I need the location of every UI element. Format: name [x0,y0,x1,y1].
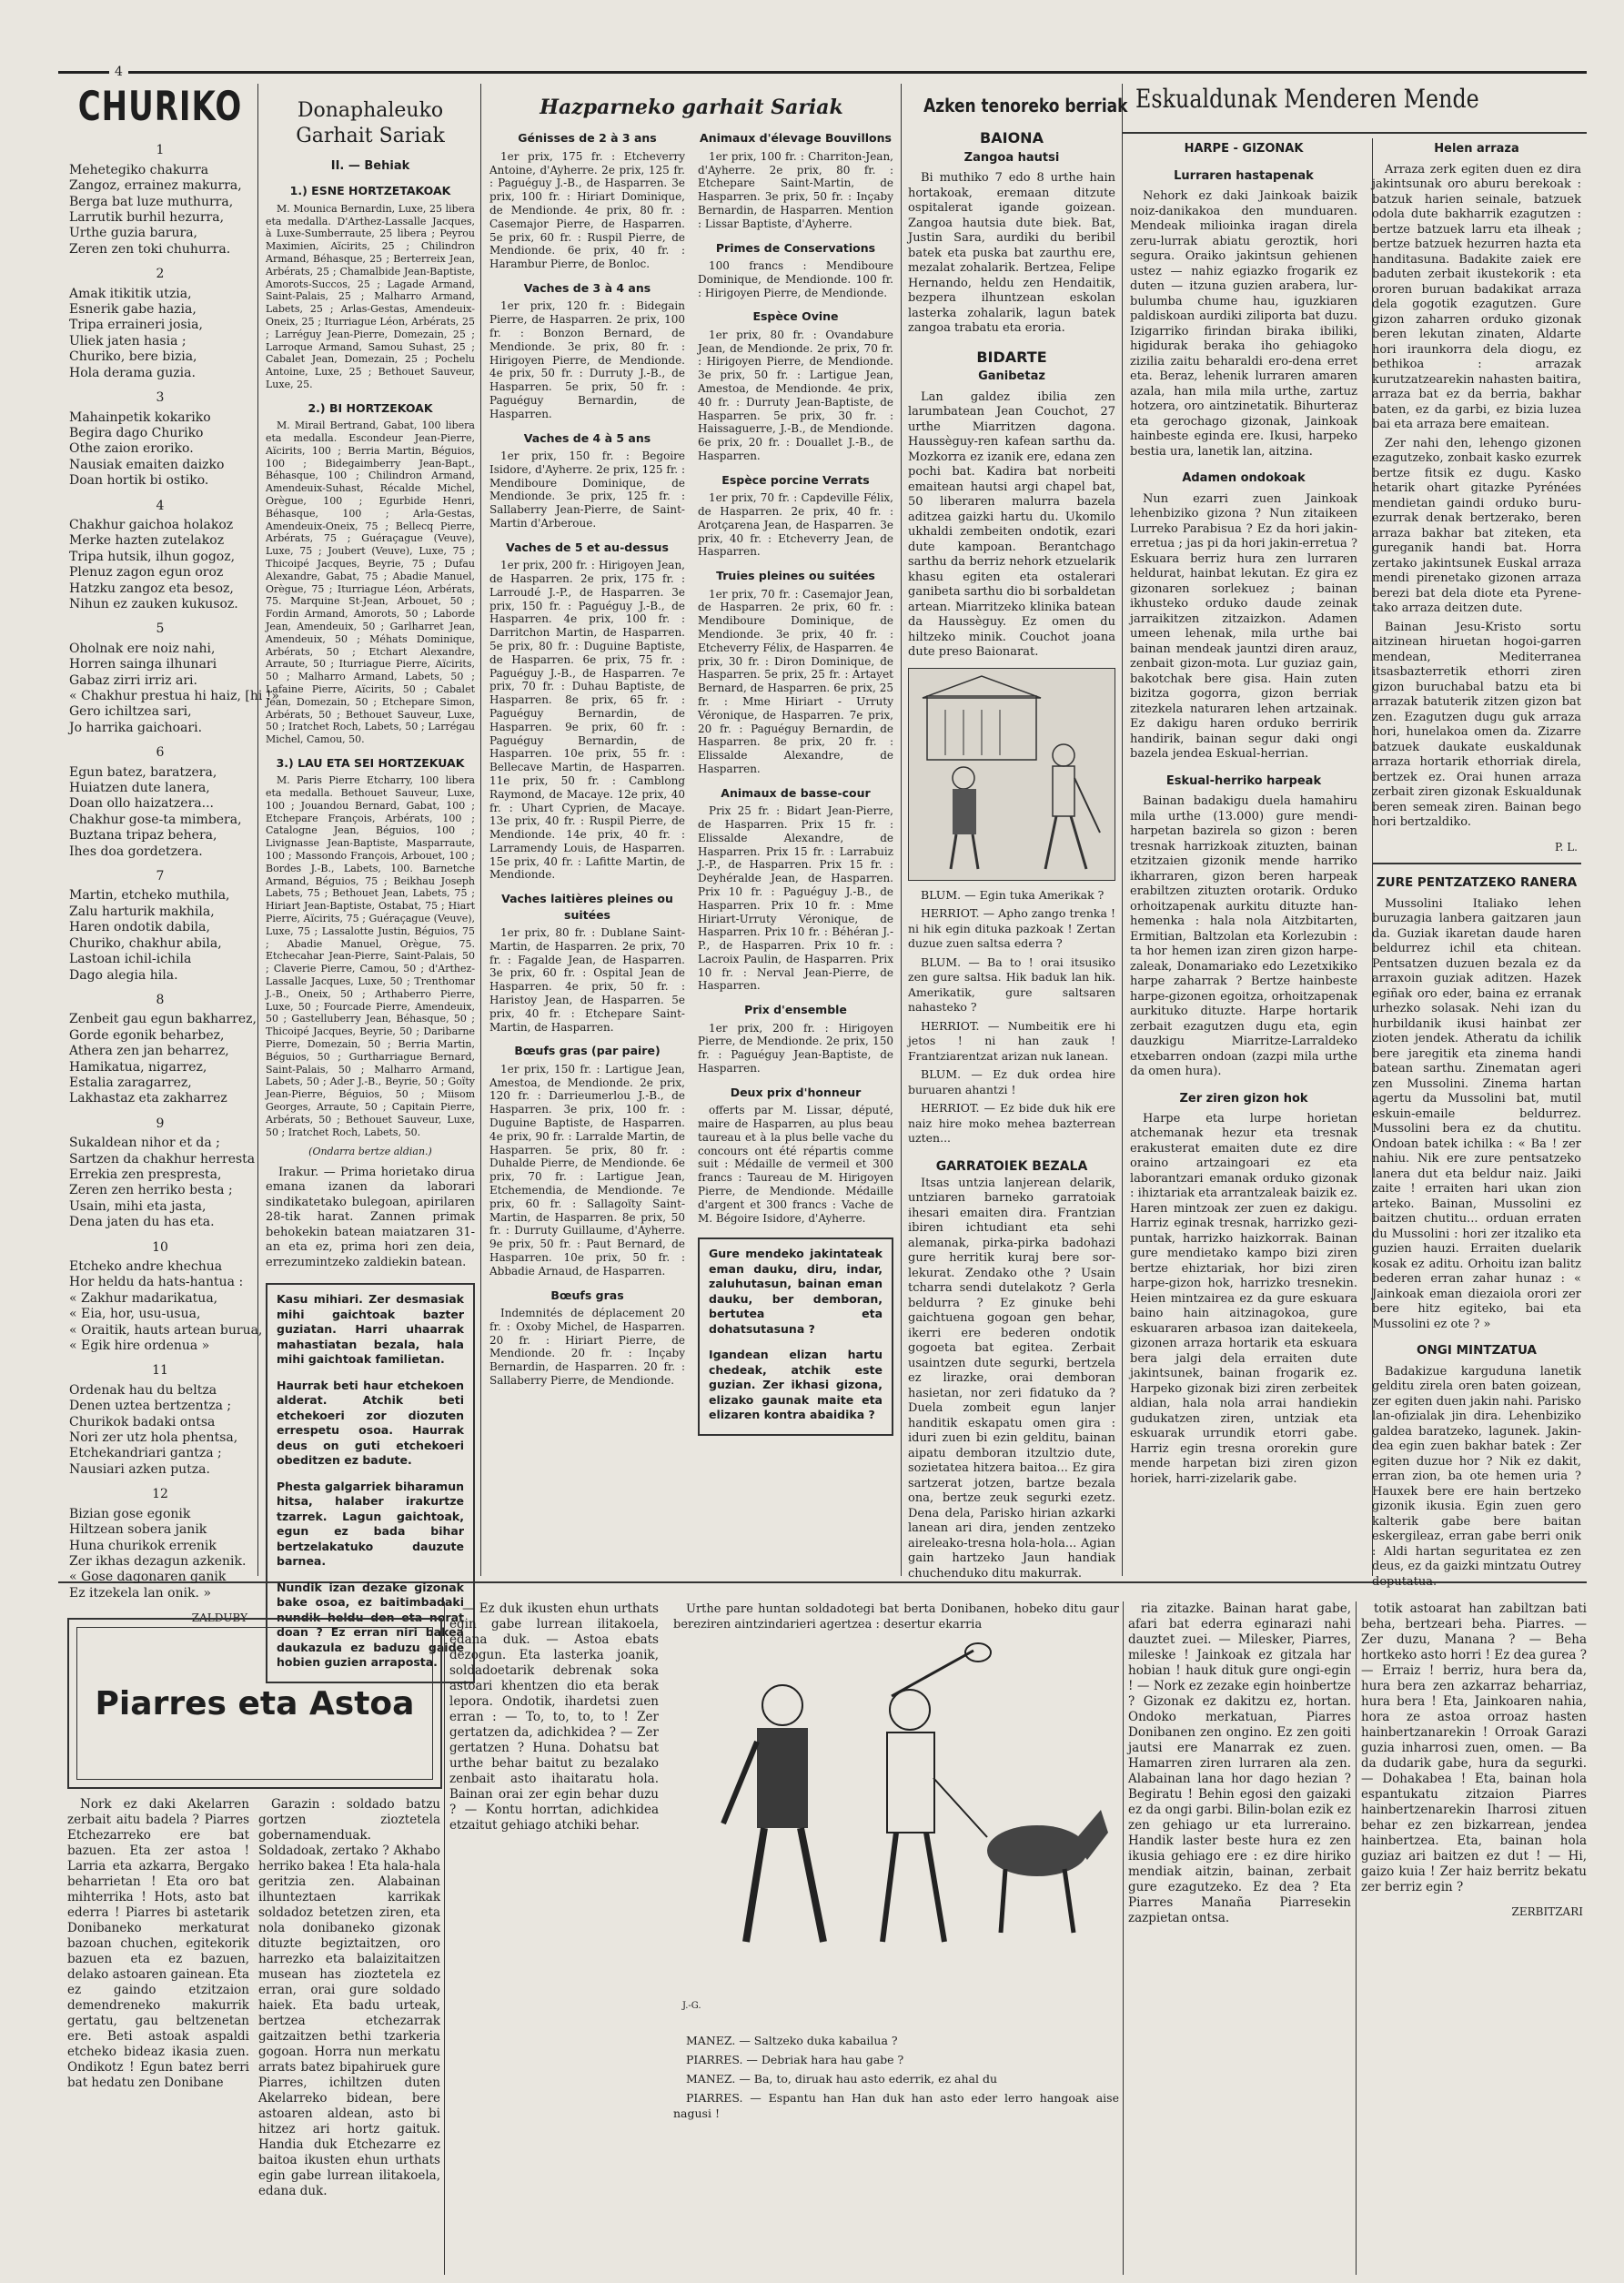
hazparneko-col1 [489,121,685,1443]
stanza-line: Othe zaion eroriko. [69,441,194,457]
stanza-line: Berga bat luze muthurra, [69,194,234,209]
dialog-speaker: HERRIOT. [921,906,980,921]
helen-text: Arraza zerk egiten duen ez dira jakintsunak oro aburu berekoak : batzuk harien seinale, batzuek odola dute bakharrik ezagutzen : bertze batzuek larru eta ilheak ; bertze batzuek hezurren hazta eta handitasuna. Badakite zaiek ere baduten zerbait ikustekorik : eta ororen buruan badakikat arraza dela gogotik ezagutzen. Gure gizon zaharren orduko gizonak beren lekutan zinaten, Aldarte hori iraunkorra dela diogu, ez bethikoa : arrazak kurutzatzearekin nahasten baitira, arraza bat ez da berria, bakhar baten, ez da garbi, ez bizia luzea bai eta arraza bere emaitean. [1372,162,1581,432]
stanza-number: 7 [156,869,165,884]
stanza-line: Oholnak ere noiz nahi, [69,641,216,656]
stanza-line: Mehetegiko chakurra [69,162,209,177]
piarres-text: Nork ez daki Akelarren zerbait aitu badela ? Piarres Etchezarreko ere bat bazuen. Eta zer astoa ! Larria eta azkarra, Bergako beharrietan ! Eta oro bat mihterrika ! Hots, asto bat ederra ! Piarres bi astetarik Donibaneko merkaturat bazoan chuchen, egitekorik bazuen eta ez bazuen, delako astoaren gainean. Eta ez gaindo etzitzaion demendreneko makurrik gertatu, gau beltzenetan ere. Beti astoak aspaldi etcheko bideaz ikasia zuen. Ondikotz ! Egun batez berri bat hedatu zen Donibane [67,1797,249,2090]
donaphaleuko-sub1: 1.) ESNE HORTZETAKOAK [289,184,451,198]
prize-section-text: Prix 25 fr. : Bidart Jean-Pierre, de Hasparren. Prix 15 fr. : Elissalde Alexandre, de Hasparren. Prix 15 fr. : Larrabuiz J.-P., de Hasparren. Prix 15 fr. : Deyhéralde Jean, de Hasparren. Prix 10 fr. : Paguéguy J.-B., de Hasparren. Prix 10 fr. : Mme Hiriart-Urruty Véronique, de Hasparren. Prix 10 fr. : Béhéran J.-P., de Hasparren. Prix 10 fr. : Lacroix Paulin, de Hasparren. Prix 10 fr. : Nerval Jean-Pierre, de Hasparren. [698,804,893,993]
stanza-line: Merke hazten zutelakoz [69,533,225,549]
stanza-line: « Gose dagonaren ganik [69,1570,227,1585]
piarres-dialog [673,2033,1119,2121]
stanza-line: Ihes doa gordetzera. [69,843,203,859]
prize-section-text: 1er prix, 150 fr. : Lartigue Jean, Amestoa, de Mendionde. 2e prix, 120 fr. : Darrieumerlou J.-B., de Hasparren. 3e prix, 100 fr. : Duguine Baptiste, de Hasparren. 4e prix, 90 fr. : Larralde Martin, de Hasparren. 5e prix, 80 fr. : Duhalde Pierre, de Mendionde. 6e prix, 70 fr. : Lartigue Jean, Etchemendia, de Mendionde. 7e prix, 60 fr. : Sallagoïty Saint-Martin, de Hasparren. 8e prix, 50 fr. : Durruty Guillaume, d'Ayherre. 9e prix, 50 fr. : Paut Bernard, de Hasparren. 10e prix, 50 fr. : Abbadie Arnaud, de Hasparren. [489,1062,685,1278]
stanza-line: Dago alegia hila. [69,967,178,983]
piarres-col2 [258,1797,440,2270]
stanza-line: « Egik hire ordenua » [69,1338,210,1354]
adamen-head: Adamen ondokoak [1182,471,1306,486]
stanza-line: Plenuz zagon egun oroz [69,565,224,581]
dialog-line [908,888,1115,904]
piarres-signature: ZERBITZARI [1511,1905,1583,1918]
churiko-signature: ZALDUBY [191,1611,247,1625]
eskual-text: Bainan badakigu duela hamahiru mila urthe (13.000) gure mendi-harpetan bazirela so gizon : beren tresnak harrizkoak zituzten, bainan etzitzaien gizonik mende harriko ikharraren, gizon beren harpeak erabiltzen zituzten orotarik. Orduko orhoitzapenak aurkitu dituzte han-hemenka : hala nola Aitzbitarten, Ermitian, Baltzolan eta Korlezubin : ta hor hemen izan ziren gizon harpe-zaleak, Donamariako edo Lezetxikiko harpe zaharrak ? Bertze hainbeste harpe-gizonen egoitza, orhoitzapenak aurkituko dituzte. Harpe hortarik zerbait ezagutzen dugu eta, egin dauzkigu Miarritze-Larraldeko etxebarren ondoan (zazpi mila urthe da omen hura). [1130,794,1357,1079]
stanza-line: Zeren zen toki chuhurra. [69,241,231,257]
piarres-col1 [67,1797,249,2270]
stanza-line: Etcheko andre khechua [69,1259,223,1274]
donaphaleuko-article [266,80,475,1670]
stanza-line: Zangoz, errainez makurra, [69,178,242,194]
prize-section-head: Espèce porcine Verrats [721,472,870,487]
stanza-line: Doan ollo haizatzera... [69,796,214,812]
stanza-line: Nori zer utz hola phentsa, [69,1430,238,1446]
donaphaleuko-sub2: 2.) BI HORTZEKOAK [308,400,433,415]
zure-head: ZURE PENTZATZEKO RANERA [1376,875,1578,891]
stanza-line: Gorde egonik beharbez, [69,1027,225,1043]
column-rule [1123,1601,1124,2275]
prize-section-head: Bœufs gras [550,1288,624,1302]
churiko-article [69,80,279,1625]
stanza [69,1259,263,1354]
box-paragraph: Igandean elizan hartu chedeak, atchik este guzian. Zer ikhasi gizona, elizako gaunak maite eta elizaren kontra abaidika ? [709,1348,883,1422]
stanza [69,641,279,736]
box-paragraph: Kasu mihiari. Zer desmasiak mihi gaichtoak bazter guziatan. Harri uhaarrak mahastiatan bezala, hala mihi gaichtoak familietan. [277,1292,464,1367]
dialog-text: — Egin tuka Amerikak ? [964,887,1105,902]
dialog-line [908,1101,1115,1147]
stanza-line: Etchekandriari gantza ; [69,1446,222,1461]
stanza [69,1507,251,1601]
ongi-head: ONGI MINTZATUA [1417,1343,1537,1359]
stanza [69,765,251,860]
adamen-text: Nun ezarri zuen Jainkoak lehenbiziko gizona ? Nun zitaikeen Lurreko Parabisua ? Ez da hori jakin-erretua ; jas pi da hori jakin-erretua ? Eskuara berriz hura zen lurraren heldurat, hainbat lekutan. Ez gira ez gizonaren sorlekuez ; bainan ikhusteko orduko daude zeinak jarraikitzen zitzaizkon. Adamen umeen lehenak, mila urthe bai bainan mendeak jauntzi diren arauz, zenbait gizon-mota. Lur guziaz gain, bakotchak bere gisa. Hain zuten bizitza gogorra, gizon berriak zitezkela naturaren lehen artzainak. Ez dakigu haren orduko berririk handirik, bainan segur daki ongi bazela jendea Eskual-herrian. [1130,491,1357,762]
stanza-line: Chakhur gaichoa holakoz [69,517,234,532]
stanza-number: 11 [152,1363,168,1379]
prize-section-head: Vaches laitières pleines ou suitées [501,892,673,922]
donaphaleuko-text2: M. Mirail Bertrand, Gabat, 100 libera eta medalla. Escondeur Jean-Pierre, Aïcirits, 100 ; Berria Martin, Béguios, 100 ; Bidegaimberry Jean-Bapt., Béhasque, 100 ; Chilindron Armand, Amendeuix-Suhast, Récalde Michel, Orègue, 100 ; Egurbide Henri, Béhasque, 100 ; Arla-Gestas, Amendeuix-Oneix, 75 ; Bellecq Pierre, Arbérats, 75 ; Guéraçague (Veuve), Luxe, 75 ; Joubert (Veuve), Luxe, 75 ; Thicoipé Jacques, Beyrie, 75 ; Dufau Alexandre, Gabat, 75 ; Abadie Manuel, Orègue, 75 ; Iturriague Léon, Arbérats, 75. Marquine St-Jean, Arbouet, 50 ; Fordin Armand, Amorots, 50 ; Laborde Jean, Amendeuix, 50 ; Garlharret Jean, Amendeuix, 50 ; Méhats Dominique, Arbérats, 50 ; Etchart Alexandre, Arraute, 50 ; Iturriague Pierre, Aïcirits, 50 ; Malharro Armand, Labets, 50 ; Lafaine Pierre, Aïcirits, 50 ; Cabalet Jean, Domezain, 50 ; Etchepare Simon, Arbérats, 50 ; Bethouet Sauveur, Luxe, 50 ; Iratchet Roch, Labets, 50 ; Larrégau Michel, Camou, 50. [266,419,475,746]
prize-section-head: Prix d'ensemble [744,1003,847,1017]
dialog-line [673,2071,1119,2086]
prize-section-head: Deux prix d'honneur [730,1085,862,1099]
stanza-line: Hor heldu da hats-hantua : [69,1275,244,1290]
stanza-line: Begira dago Churiko [69,425,204,440]
prize-section-head: Vaches de 4 à 5 ans [523,430,651,445]
stanza [69,287,251,381]
stanza-line: Tripa hutsik, ilhun gogoz, [69,549,236,564]
stanza-line: Jo harrika gaichoari. [69,720,203,735]
zer-head: Zer ziren gizon hok [1179,1091,1308,1106]
stanza [69,163,251,258]
garratoi-text: Itsas untzia lanjerean delarik, untziaren barneko garratoiak ihesari emaiten dira. Frantzian ibiren ichtudiant eta sehi alemanak, pirka-pirka badohazi gure herritik kuraj bere sor-lekurat. Zendako othe ? Usain tcharra sendi dutelakotz ? Gerla beldurra ? Ez ginuke behi gaichtuena gogoan gen behar, ikerri ere bederen ondotik gogoeta bat egitea. Zerbait usaintzen dute segurki, bertzela ez lirazke, orai demboran hasietan, nor zeri fidatuko da ? Duela zombeit egun lanjer handitik eskapatu omen gira : iduri zuen bi ezin gelditu, bainan aipatu demboran itzultzio dute, sozietatea hitzera baitoa... Ez gira sartzerat jotzen, bartze bezala ona, bertze zeuk segurki ezetz. Dena dela, Parisko hirian azkarki lanean ari dira, jenden zentzeko aireleako-tresna hola-hola... Agian gain hartzeko Jaun handiak chuchenduko ditu makurrak. [908,1176,1115,1581]
prize-section-head: Animaux d'élevage Bouvillons [700,131,892,146]
donaphaleuko-text1: M. Mounica Bernardin, Luxe, 25 libera eta medalla. D'Arthez-Lassalle Jacques, à Luxe-Sumberraute, 25 libera ; Peyrou Maximien, Aïcirits, 25 ; Chilindron Armand, Béhasque, 25 ; Berterreix Jean, Arbérats, 25 ; Chamalbide Jean-Baptiste, Amorots-Succos, 25 ; Lagade Armand, Saint-Palais, 25 ; Malharro Armand, Labets, 25 ; Arlas-Gestas, Amendeuix-Oneix, 25 ; Iturriague Léon, Arbérats, 25 ; Larréguy Jean-Pierre, Domezain, 25 ; Larroque Armand, Samou Suhast, 25 ; Cabalet Jean, Domezain, 25 ; Pochelu Antoine, Luxe, 25 ; Bethouet Sauveur, Luxe, 25. [266,202,475,390]
dialog-text: — Saltzeko duka kabailua ? [739,2034,898,2047]
churiko-stanzas [69,143,279,1601]
stanza-line: Hiltzean sobera janik [69,1522,207,1538]
azken-article [908,80,1128,1581]
prize-section-text: Indemnités de déplacement 20 fr. : Oxoby Michel, de Hasparren. 20 fr. : Hiriart Pierre, de Mendionde. 20 fr. : Inçaby Bernardin, de Hasparren. 20 fr. : Sallaberry Pierre, de Mendionde. [489,1307,685,1388]
stanza-number: 10 [152,1239,168,1255]
stanza-line: Mahainpetik kokariko [69,409,211,425]
dialog-speaker: PIARRES. [686,2091,743,2105]
eskual-head: Eskual-herriko harpeak [1165,773,1322,788]
stanza-line: Gero ichiltzea sari, [69,704,192,720]
column-rule [480,84,481,1576]
donaphaleuko-section: II. — Behiak [330,159,410,173]
dialog-speaker: MANEZ. [686,2072,736,2086]
hazparneko-title: Hazparneko garhait Sariak [540,96,843,119]
dialog-speaker: BLUM. [921,1067,962,1082]
dialog-speaker: BLUM. [921,955,962,969]
helen-text2: Zer nahi den, lehengo gizonen ezagutzeko, zonbait kasko ezurrek bertze fitsik ez dugu. Kasko hetarik ohart gitazke Pyrénées mendietan gaindi orduko buru-ezurrak denak bertzerako, beren arraza bakhar bat ziteken, eta gureganik handi bat. Horra zertako jakintsunek Euskal arraza mendi pirenetako gizonen arraza berezi bat dela diote eta Pyrene-tako arraza deitzen dute. [1372,436,1581,616]
piarres-text: Urthe pare huntan soldadotegi bat berta Donibanen, hobeko ditu gaur bereziren aintzindarieri agertzea : desertur ekarria [673,1602,1119,1631]
stanza-number: 3 [156,390,165,406]
prize-section-head: Animaux de basse-cour [721,785,871,800]
stanza-line: Nihun ez zauken kukusoz. [69,596,238,611]
cartoon-illustration [908,668,1115,881]
donaphaleuko-sub3: 3.) LAU ETA SEI HORTZEKUAK [276,755,465,770]
stanza [69,888,251,983]
bidarte-text: Lan galdez ibilia zen larumbatean Jean Couchot, 27 urthe Miarritzen dagona. Haussèguy-ren kafean sarthu da. Mozkorra ez izanik ere, edana zen pochi bat. Kadira bat norbeiti emaitean hautsi argi chapel bat, 50 liberaren malurra bazela aditzea gaizki hartu du. Ukomilo ukhaldi zembeiten ondotik, ezari dute kampoan. Berantchago sarthu da berriz nehork etzuelarik khasu egiten eta ostalerari ganibeta sarthu dio bi sorbaldetan artean. Miarritzeko klinika batean da Haussèguy. Ez omen du hiltzeko minik. Couchot joana dute preso Baionarat. [908,389,1115,660]
garratoi-head: GARRATOIEK BEZALA [935,1158,1088,1174]
stanza-line: Lakhastaz eta zakharrez [69,1091,227,1106]
donaphaleuko-text3: M. Paris Pierre Etcharry, 100 libera eta medalla. Bethouet Sauveur, Luxe, 100 ; Jouandou Bernard, Gabat, 100 ; Etchepare François, Arbérats, 100 ; Catalogne Jean, Béguios, 100 ; Livignasse Jean-Baptiste, Masparraute, 100 ; Massondo François, Arbouet, 100 ; Bordes J.-B., Labets, 100. Barnetche Armand, Béguios, 75 ; Beikhau Joseph Labets, 75 ; Bethouet Jean, Labets, 75 ; Hiriart Jean-Baptiste, Ostabat, 75 ; Hiart Pierre, Aïcirits, 75 ; Guéraçague (Veuve), Luxe, 75 ; Lassalotte Justin, Béguios, 75 ; Abadie Manuel, Orègue, 75. Etchecahar Jean-Pierre, Saint-Palais, 50 ; Claverie Pierre, Camou, 50 ; d'Arthez-Lassalle Jacques, Luxe, 50 ; Trenthomar J.-B., Oneix, 50 ; Arthaberro Pierre, Luxe, 50 ; Fourcade Pierre, Amendeuix, 50 ; Gastelluberry Jean, Béhasque, 50 ; Thicoipé Jacques, Beyrie, 50 ; Daribarne Pierre, Domezain, 50 ; Berria Martin, Béguios, 50 ; Gurtharriague Bernard, Saint-Palais, 50 ; Malharro Armand, Labets, 50 ; Ader J.-B., Beyrie, 50 ; Goïty Jean-Pierre, Béguios, 50 ; Miisom Georges, Arraute, 50 ; Capitain Pierre, Arbérats, 50 ; Bethouet Sauveur, Luxe, 50 ; Iratchet Roch, Labets, 50. [266,774,475,1138]
stanza-line: Ordenak hau du beltza [69,1382,217,1398]
zure-text: Mussolini Italiako lehen buruzagia lanbera gaitzaren jaun da. Guziak ikaretan daude haren beldurrez ichil eta chitean. Pentsatzen duzuen bezala ez da arraxoin guziak aditzen. Hazek egiñak oro eder, baina ez erranak urhezko solasak. Nehi izan du hurbildanik ikusi hainbat zer zioten jendek. Atheratu da ichilik bere jaregitik eta zinema handi batean sarthu. Zinematan ageri zen Mussolini. Zinema hartan agertu da Mussolini bat, mutil eskuin-emaile beldurrez. Mussolini bera ez da chutitu. Ondoan batek ichilka : « Ba ! zer nahiu. Nik ere zure pentsatzeko lanera dut eta beldur naiz. Jaiki zaite ! erraiten hari ukan zion arteko. Bainan, Mussolini ez baitzen chutitu... orduan erraten du Mussolini : hori zer itzaliko eta guzien hauzi. Erraiten duelarik kosak ez aditu. Orhoitu izan balitz bederen erran zahar hunaz : « Jainkoak eman diezaiola orori zer bere hitz egiteko, bai eta Mussolini ez ote ? » [1372,896,1581,1331]
azken-title: Azken tenoreko berriak [923,95,1128,116]
dialog-speaker: PIARRES. [686,2053,743,2066]
prize-section-text: 100 francs : Mendiboure Dominique, de Mendionde. 100 fr. : Hirigoyen Pierre, de Mendionde. [698,259,893,299]
column-rule [444,1601,445,2275]
lurraren-text: Nehork ez daki Jainkoak baizik noiz-danikakoa den munduaren. Mendeak milioinka iragan direla zeru-lurrak abiatu geroztik, hori segura. Oraiko jakintsun gehienen ustez — nahiz egiazko frogarik ez duten — itzuna guzien arabera, lur-bulumba chume hau, iguzkiaren paldiskoan aurdiki ziliporta bat duzu. Izigarriko firindan biraka ibiliki, higidurak beraka iho gehiagoko zizilia zaitu beharaldi ero-dena erret eta. Beraz, lehenik lurraren amaren azala, han mila mila urthe, zartuz hotzera, oro aintzinetatik. Bihurteraz eta gerochago gizonak, Jainkoak hainbeste eginda ere. Ikusi, harpeko bestia ura, lanetik lan, aitzina. [1130,189,1357,459]
stanza-number: 9 [156,1116,165,1131]
stanza [69,1136,256,1230]
eskualdunak-article [1130,80,1585,1589]
dialog-line [908,906,1115,952]
dialog-speaker: BLUM. [921,887,962,902]
stanza [69,1012,257,1106]
stanza-line: Bizian gose egonik [69,1506,191,1521]
dialog-line [908,1067,1115,1097]
column-rule [1356,1601,1357,2275]
stanza-line: Larrutik burhil hezurra, [69,210,225,226]
piarres-cartoon-area [673,1601,1119,2275]
dialog-text: — Ba, to, diruak hau asto ederrik, ez ahal du [739,2072,998,2086]
stanza-line: Horren sainga ilhunari [69,657,217,672]
cartoon-drawing [909,669,1113,878]
donaphaleuko-irakur: Irakur. — Prima horietako dirua emana izanen da laborari sindikatetako bulegoan, apirilaren 28-tik harat. Zannen primak behokekin batean maiatzaren 31-an eta ez, prima hori zen deia, errezumintzeko zaldiekin batean. [266,1165,475,1269]
stanza-line: Zeren zen herriko besta ; [69,1183,233,1198]
donaphaleuko-title-line1: Donaphaleuko [297,99,444,122]
helen-signature: P. L. [1554,840,1578,854]
stanza-line: Zenbeit gau egun bakharrez, [69,1012,257,1027]
stanza-line: Errekia zen prespresta, [69,1167,222,1182]
prize-section-text: 1er prix, 70 fr. : Capdeville Félix, de Hasparren. 2e prix, 40 fr. : Arotçarena Jean, de Hasparren. 3e prix, 40 fr. : Etcheverry Jean, de Hasparren. [698,491,893,559]
dialog-text: — Debriak hara hau gabe ? [746,2053,904,2066]
baiona-text: Bi muthiko 7 edo 8 urthe hain hortakoak, eremaan ditzute ospitalerat igande goizean. Zangoa hautsia dute biek. Bat, Justin Sara, aurdiki du beribil batek eta puska bat zaurthu ere, mezalat zohalarik. Bertzea, Felipe Hernando, heldu zen Hendaitik, bezpera ilhuntzean eskolan lasterka zohalarik, lagun batek zangoa trabatu eta eroria. [908,171,1115,336]
stanza-number: 5 [156,621,165,637]
piarres-col3 [449,1601,659,2275]
prize-section-head: Vaches de 5 et au-dessus [506,540,669,554]
stanza-line: Ez itzekela lan onik. » [69,1585,212,1601]
stanza-line: Chakhur gose-ta mimbera, [69,812,242,827]
stanza-line: Esnerik gabe hazia, [69,302,197,318]
piarres-cartoon [673,1642,1119,2024]
hazparneko-article [489,80,893,1572]
dialog-text: — Ba to ! orai itsusiko zen gure saltsa. Hik baduk lan hik. Amerikatik, gure saltsaren nahasteko ? [908,955,1115,1015]
dialog-line [673,2052,1119,2067]
eskualdunak-title: Eskualdunak Menderen Mende [1135,84,1479,114]
hazparneko-col2 [698,121,893,1443]
stanza-line: Churiko, chakhur abila, [69,935,222,951]
stanza-number: 4 [156,498,165,513]
stanza-line: « Chakhur prestua hi haiz, [hi !» [69,689,279,703]
ongi-text: Badakizue karguduna lanetik gelditu zirela oren baten goizean, zer egiten duen jakin nahi. Parisko lan-ofizialak jin dira. Lehenbiziko galdea baratzeko, lagunek. Jakin-dea egin zuen bakhar batek : Zer egiten duzue hor ? Nik ez dakit, erran zion, ba ote hemen uria ? Hauxek bere ere hain bertzeko gizonik ikusia. Egin zuen gero kalterik gabe bere baitan eskergileaz, erran gabe berri onik : Aldi hartan seguritatea ez zen deus, ez da gaizki mintzatu Outrey deputatua. [1372,1364,1581,1589]
stanza-line: Churikok badaki ontsa [69,1414,216,1429]
dialog-line [673,2033,1119,2048]
prize-section-text: offerts par M. Lissar, député, maire de Hasparren, au plus beau taureau et à la plus belle vache du concours ont été répartis comme suit : Médaille de vermeil et 300 francs : Taureau de M. Hirigoyen Pierre, de Mendionde. Médaille d'argent et 300 francs : Vache de M. Bégoire Isidore, d'Ayherre. [698,1104,893,1225]
cartoon-signature: J.-G. [682,2001,701,2011]
prize-section-text: 1er prix, 80 fr. : Dublane Saint-Martin, de Hasparren. 2e prix, 70 fr. : Fagalde Jean, de Hasparren. 3e prix, 60 fr. : Ospital Jean de Hasparren. 4e prix, 50 fr. : Haristoy Jean, de Hasparren. 5e prix, 40 fr. : Etchepare Saint-Martin, de Hasparren. [489,926,685,1034]
helen-text3: Bainan Jesu-Kristo sortu aitzinean hiruetan hogoi-garren mendean, Mediterranea itsasbazterretik ethorri ziren gizon buruchabal batzu eta bi arrazak batuterik zitzen gizon bat zen. Ezagutzen dugu guk arraza hori, hunelakoa omen da. Zizarre batzuek daukate euskaldunak arraza hortarik ethorriak direla, bertzek ez. Orai hunen arraza zerbait ziren gizonak Eskualdunak beren semeak ziren. Bainan bego hori bertzaldiko. [1372,620,1581,830]
stanza-line: « Eia, hor, usu-usua, [69,1307,201,1322]
harpe-head: HARPE - GIZONAK [1184,142,1304,157]
stanza-line: Buztana tripaz behera, [69,828,217,843]
stanza-line: Zalu harturik makhila, [69,904,215,919]
bidarte-head: BIDARTE [976,348,1047,366]
box-paragraph: Gure mendeko jakintateak eman dauku, diru, indar, zaluhutasun, bainan eman dauku, ber demboran, bertutea eta dohatsutasuna ? [709,1247,883,1336]
prize-section-text: 1er prix, 175 fr. : Etcheverry Antoine, d'Ayherre. 2e prix, 125 fr. : Paguéguy J.-B., de Hasparren. 3e prix, 100 fr. : Hiriart Dominique, de Mendionde. 4e prix, 80 fr. : Casemajor Pierre, de Hasparren. 5e prix, 60 fr. : Ruspil Pierre, de Mendionde. 6e prix, 40 fr. : Harambur Pierre, de Bonloc. [489,149,685,271]
page-number: 4 [109,65,128,79]
dialog-speaker: HERRIOT. [921,1101,980,1116]
prize-section-text: 1er prix, 120 fr. : Bidegain Pierre, de Hasparren. 2e prix, 100 fr. : Bonzon Bernard, de Mendionde. 3e prix, 80 fr. : Hirigoyen Pierre, de Mendionde. 4e prix, 50 fr. : Durruty J.-B., de Hasparren. 5e prix, 50 fr. : Paguéguy Bernardin, de Hasparren. [489,299,685,420]
stanza-line: Haren ondotik dabila, [69,920,210,935]
stanza-line: Sartzen da chakhur herresta [69,1151,256,1167]
prize-section-head: Espèce Ovine [752,309,839,324]
stanza-number: 2 [156,267,165,282]
piarres-title-box [67,1618,442,1789]
stanza-line: Denen uztea bertzentza ; [69,1399,232,1414]
column-rule [1122,84,1123,1576]
prize-section-text: 1er prix, 100 fr. : Charriton-Jean, d'Ayherre. 2e prix, 80 fr. : Etchepare Saint-Martin, de Hasparren. 3e prix, 50 fr. : Inçaby Bernardin, de Hasparren. Mention : Lissar Baptiste, d'Ayherre. [698,149,893,230]
stanza-line: Athera zen jan beharrez, [69,1044,229,1059]
stanza-line: Estalia zaragarrez, [69,1075,192,1090]
prize-section-head: Truies pleines ou suitées [716,569,875,583]
prize-section-text: 1er prix, 200 fr. : Hirigoyen Pierre, de Mendionde. 2e prix, 150 fr. : Paguéguy Jean-Baptiste, de Hasparren. [698,1021,893,1076]
donaphaleuko-ondarra: (Ondarra bertze aldian.) [308,1146,432,1158]
stanza [69,518,251,612]
donaphaleuko-title-line2: Garhait Sariak [296,125,445,147]
piarres-text: totik astoarat han zabiltzan bati beha, bertzeari beha. Piarres. — Zer duzu, Manana ? — Beha hortkeko asto horri ! Ez dea gurea ? — Erraiz ! berriz, hura bera da, hura bera zen azkarraz beharriaz, hura bera ! Eta, Jainkoaren nahia, hora ze astoa orroaz hasten hainbertzanarekin ! Orroak Garazi guzia inharrosi zuen, omen. — Ba da dudarik gabe, hura da segurki. — Dohakabea ! Eta, bainan hola espantukatu zitzaion Piarres hainbertzenarekin Iharrosi zituen behar ez zen bizkarrean, jendea hainbertzea. Eta, bainan hola guziaz ari baitzen ez dut ! — Hi, gaizo kuia ! Zer haiz berritz bekatu zer berriz egin ? [1361,1601,1587,1894]
azken-dialog [908,888,1115,1147]
stanza-line: Martin, etcheko muthila, [69,888,230,904]
stanza-line: Egun batez, baratzera, [69,764,217,780]
dialog-text: — Numbeitik ere hi jetos ! ni han zauk ! Frantziarentzat arizan nuk lanean. [908,1018,1115,1063]
prize-section-text: 1er prix, 200 fr. : Hirigoyen Jean, de Hasparren. 2e prix, 175 fr. : Larroudé J.-P., de Hasparren. 3e prix, 150 fr. : Paguéguy J.-B., de Hasparren. 4e prix, 100 fr. : Darritchon Martin, de Hasparren. 5e prix, 80 fr. : Duguine Baptiste, de Hasparren. 6e prix, 75 fr. : Paguéguy J.-B., de Hasparren. 7e prix, 70 fr. : Duhau Baptiste, de Hasparren. 8e prix, 65 fr. : Paguéguy Bernardin, de Hasparren. 9e prix, 60 fr. : Paguéguy Bernardin, de Hasparren. 10e prix, 55 fr. : Bellecave Martin, de Hasparren. 11e prix, 50 fr. : Camblong Raymond, de Macaye. 12e prix, 40 fr. : Uhart Cyprien, de Macaye. 13e prix, 40 fr. : Ruspil Pierre, de Mendionde. 14e prix, 40 fr. : Larramendy Louis, de Hasparren. 15e prix, 40 fr. : Lafitte Martin, de Mendionde. [489,559,685,882]
box-paragraph: Phesta galgarriek biharamun hitsa, halaber irakurtze tzarrek. Lagun gaichtoak, egun ez bada bihar bertzelakatuko dauzute barnea. [277,1479,464,1569]
baiona-head: BAIONA [980,129,1044,147]
stanza-line: Hatzku zangoz eta besoz, [69,581,234,596]
piarres-col5 [1128,1601,1351,2275]
column-rule [257,84,258,1576]
stanza-line: Hamikatua, nigarrez, [69,1059,207,1075]
piarres-text: ria zitazke. Bainan harat gabe, afari bat ederra eginarazi nahi dauztet zuei. — Milesker, Piarres, mileske ! Jainkoak ez gitzala har hobian ! hauk dituk gure ongi-egin ! — Nork ez zezake egin hoinbertze ? Gizonak ez dakitzu ez, hortan. Ondoko merkatuan, Piarres Donibanen zen ongino. Ez zen goiti jautsi ere Manarrak ez zuen. Hamarren ziren lurraren ala zen. Alabainan lana hor dago hezian ? Begiratu ! Behin egosi den gaizaki ez da ongi garbi. Bilin-bolan ezik ez zen gehiago ur eta lurreraino. Handik laster beste hura ez zen ikusia gehiago ere : ez dire hiriko mendiak aitzin, bainan, zerbait gure ezagutzeko. Ez dea ? Eta Piarres Manaña Piarresekin zazpietan ontsa. [1128,1601,1351,1925]
stanza-line: Gabaz zirri irriz ari. [69,672,197,688]
zer-text: Harpe eta lurpe horietan atchemanak hezur eta tresnak erakusterat emaiten dute ez dire oraino artzaingoari ez eta laborantzari emanak orduko gizonak : ihiztariak eta arrantzaleak baizik ez. Haren mintzoak zer zuen ez dakigu. Harriz eginak tresnak, harrizko gezi-puntak, harrizko haizkorrak. Bainan gure mendietako kampo bizi ziren bertze ehiztariak, hor bizi ziren harpe-gizon hok, harrizko tresnekin. Heien mintzairea ez da gure eskuara baino hain aitzinagokoa, gure eskuararen arbasoa izan daitekeela, gizonen arraza hortarik eta eskuara bera jalgi dela erraiten dute jakintsunek, bainan frogarik ez. Harpeko gizonak bizi ziren zerbeitek aldian, hala nola arrai handiekin gudukatzen ziren, untziak eta eskuarak urrundik etorri gabe. Harriz egin tresna ororekin gure mende harpetan bizi ziren gizon horiek, harri-zizelarik gabe. [1130,1111,1357,1486]
piarres-col6 [1361,1601,1587,2275]
stanza-number: 1 [156,143,165,158]
stanza-line: Doan hortik bi ostiko. [69,473,209,489]
dialog-line [908,1019,1115,1065]
prize-section-text: 1er prix, 70 fr. : Casemajor Jean, de Hasparren. 2e prix, 60 fr. : Mendiboure Dominique, de Mendionde. 3e prix, 40 fr. : Etcheverry Félix, de Hasparren. 4e prix, 30 fr. : Diron Dominique, de Hasparren. 5e prix, 25 fr. : Artayet Bernard, de Hasparren. 6e prix, 25 fr. : Mme Hiriart - Urruty Véronique, de Hasparren. 7e prix, 20 fr. : Paguéguy Bernardin, de Hasparren. 8e prix, 20 fr. : Elissalde Alexandre, de Hasparren. [698,587,893,775]
box-paragraph: Nundik izan dezake gizonak bake osoa, ez baitimbadaki nundik heldu den eta norat doan ? Ez erran niri bakea daukazula ez baduzu gaide hobien guzien arraposta. [277,1580,464,1670]
column-rule [901,84,902,1576]
stanza-line: Urthe guzia barura, [69,226,198,241]
helen-head: Helen arraza [1434,142,1519,157]
box-paragraph: Haurrak beti haur etchekoen alderat. Atchik beti etchekoeri zor diozuten errespetu osoa. Haurrak deus on guti etchekoeri obeditzen ez badute. [277,1378,464,1468]
prize-section-head: Génisses de 2 à 3 ans [518,131,657,146]
stanza-line: Zer ikhas dezagun azkenik. [69,1553,247,1569]
stanza-line: Lastoan ichil-ichila [69,952,192,967]
churiko-title: CHURIKO [77,83,243,131]
baiona-sub: Zangoa hautsi [963,150,1060,165]
eskualdunak-col2 [1372,130,1581,1593]
stanza-number: 8 [156,992,165,1007]
stanza-line: « Oraitik, hauts artean burua, [69,1322,263,1338]
dialog-line [908,955,1115,1015]
stanza-line: Usain, mihi eta jasta, [69,1198,207,1214]
piarres-cartoon-drawing [673,1642,1110,2024]
dialog-text: — Apho zango trenka ! ni hik egin dituka pazkoak ! Zertan duzue zuen saltsa ederra ? [908,906,1115,951]
prize-section-text: 1er prix, 80 fr. : Ovandabure Jean, de Mendionde. 2e prix, 70 fr. : Hirigoyen Pierre, de Mendionde. 3e prix, 50 fr. : Lartigue Jean, Amestoa, de Mendionde. 4e prix, 40 fr. : Durruty Jean-Baptiste, de Hasparren. 5e prix, 30 fr. : Haissaguerre, J.-B., de Mendionde. 6e prix, 20 fr. : Douallet J.-B., de Hasparren. [698,328,893,462]
piarres-text: — Ez duk ikusten ehun urthats egin gabe lurrean ilitakoela, edana duk. — Astoa ebats dezogun. Eta lasterka joanik, soldadoetarik debrenak soka astoari khentzen dio eta berak lepora. Ondotik, ihardetsi zuen erran : — To, to, to, to ! Zer gertatzen da, adichkidea ? — Zer gertatzen ? Huna. Dohatsu bat urthe behar baitut zu bezalako zenbait asto ihaitaratu hola. Bainan orai zer egin behar duzu ? — Kontu horrtan, adichkidea etzaitut gehiago atchiki behar. [449,1601,659,1833]
stanza-line: Hola derama guzia. [69,365,196,380]
dialog-text: — Ez duk ordea hire buruaren ahantzi ! [908,1067,1115,1096]
stanza-line: Amak itikitik utzia, [69,286,192,301]
stanza-line: Huna churikok errenik [69,1538,217,1553]
stanza-line: Churiko, bere bizia, [69,349,197,365]
piarres-title: Piarres eta Astoa [95,1684,415,1722]
stanza-line: Huiatzen dute lanera, [69,781,210,796]
dialog-text: — Espantu han Han duk han asto eder lerro hangoak aise nagusi ! [673,2091,1119,2120]
stanza-line: Tripa erraineri josia, [69,318,203,333]
bidarte-sub: Ganibetaz [978,369,1045,384]
stanza-line: « Zakhur madarikatua, [69,1290,218,1306]
top-rule [58,71,1587,74]
stanza-line: Nausiari azken putza. [69,1461,210,1477]
dialog-line [673,2090,1119,2121]
dialog-speaker: HERRIOT. [921,1018,980,1033]
stanza-number: 12 [152,1487,168,1502]
prize-section-head: Vaches de 3 à 4 ans [523,280,651,295]
dialog-speaker: MANEZ. [686,2034,736,2047]
stanza-line: Dena jaten du has eta. [69,1215,215,1230]
dialog-text: — Ez bide duk hik ere naiz hire moko mehea bazterrean uzten... [908,1101,1115,1146]
stanza-line: Sukaldean nihor et da ; [69,1136,220,1151]
hazparneko-box [698,1237,893,1436]
eskualdunak-col1 [1130,130,1357,1593]
stanza [69,1383,251,1478]
stanza [69,410,251,490]
prize-section-head: Primes de Conservations [715,240,876,255]
prize-section-text: 1er prix, 150 fr. : Begoire Isidore, d'Ayherre. 2e prix, 125 fr. : Mendiboure Dominique, de Mendionde. 3e prix, 125 fr. : Sallaberry Jean-Pierre, de Saint-Martin d'Arberoue. [489,449,685,530]
prize-section-head: Bœufs gras (par paire) [514,1044,661,1058]
piarres-text: Garazin : soldado batzu gortzen zioztetela gobernamenduak. Soldadoak, zertako ? Akhabo herriko bakea ! Eta hala-hala geritzia zen. Alabainan ilhunteztaen karrikak soldadoz betetzen ziren, eta nola donibaneko gizonak dituzte begiztaitzen, oro harrezko eta balaizitaitzen musean has zioztetela ez erran, orai gure soldado haiek. Eta badu urteak, bertzea etchezarrak gaitzaitzen bethi tzarkeria gogoan. Horra nun merkatu arrats batez bipahiruek gure Piarres, ichiltzen duten Akelarreko bidean, bere astoaren aldean, asto bi hitzez ari hortz gaituk. Handia duk Etchezarre ez baitoa ikusten ehun urthats egin gabe lurrean ilitakoela, edana duk. [258,1797,440,2198]
stanza-line: Uliek jaten hasia ; [69,333,187,349]
stanza-line: Nausiak emaiten daizko [69,457,225,472]
lurraren-head: Lurraren hastapenak [1174,168,1314,183]
stanza-number: 6 [156,745,165,761]
